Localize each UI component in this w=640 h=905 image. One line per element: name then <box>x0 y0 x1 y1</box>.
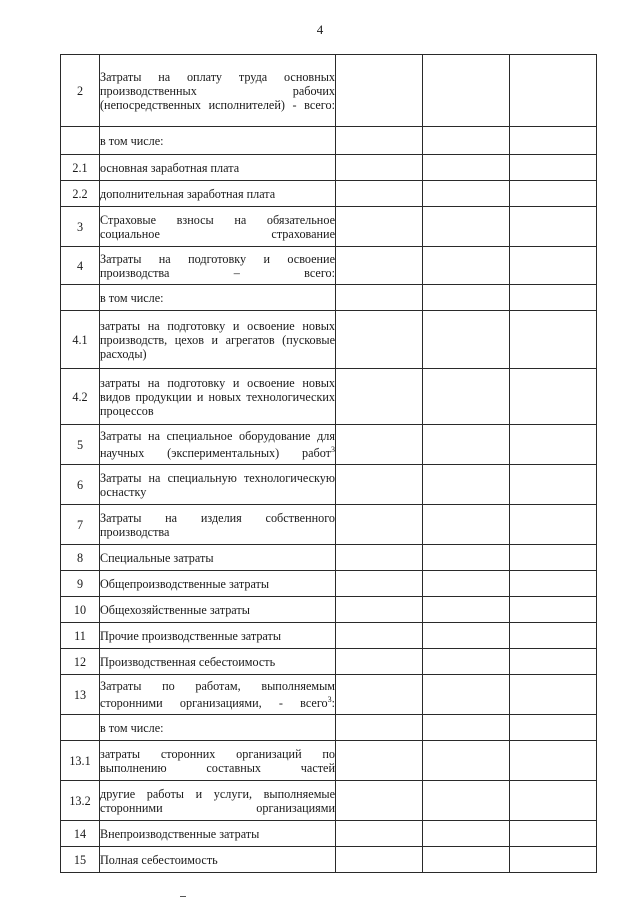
value-cell <box>510 505 597 545</box>
row-number: 2 <box>61 55 100 127</box>
row-number: 14 <box>61 821 100 847</box>
value-cell <box>510 821 597 847</box>
value-cell <box>423 155 510 181</box>
row-number: 4.2 <box>61 369 100 425</box>
row-description <box>100 181 336 207</box>
value-cell <box>510 247 597 285</box>
row-description-text: в том числе: <box>100 290 164 305</box>
row-description-text: Затраты на подготовку и освоение производства – всего: <box>100 251 335 280</box>
row-description-text: другие работы и услуги, выполняемые сторонними организациями <box>100 786 335 815</box>
row-description <box>100 247 336 285</box>
value-cell <box>336 285 423 311</box>
value-cell <box>423 285 510 311</box>
row-description <box>100 741 336 781</box>
row-description <box>100 311 336 369</box>
value-cell <box>510 369 597 425</box>
footnote-mark: 3 <box>331 444 335 454</box>
row-number: 8 <box>61 545 100 571</box>
row-description-text: Общехозяйственные затраты <box>100 602 250 617</box>
table-row <box>61 741 597 781</box>
value-cell <box>336 597 423 623</box>
table-row <box>61 465 597 505</box>
row-description <box>100 55 336 127</box>
value-cell <box>510 207 597 247</box>
row-description <box>100 781 336 821</box>
row-description <box>100 597 336 623</box>
row-description <box>100 649 336 675</box>
value-cell <box>336 649 423 675</box>
row-description-text: Полная себестоимость <box>100 852 218 867</box>
value-cell <box>336 715 423 741</box>
value-cell <box>423 741 510 781</box>
row-description <box>100 675 336 715</box>
value-cell <box>336 181 423 207</box>
value-cell <box>336 505 423 545</box>
value-cell <box>336 545 423 571</box>
row-description <box>100 127 336 155</box>
value-cell <box>423 821 510 847</box>
table-row <box>61 369 597 425</box>
row-description-text: Затраты на изделия собственного производства <box>100 510 335 539</box>
row-description <box>100 623 336 649</box>
row-description <box>100 285 336 311</box>
table-row <box>61 505 597 545</box>
footnote-mark: 3 <box>327 694 332 704</box>
row-description <box>100 571 336 597</box>
value-cell <box>336 675 423 715</box>
row-description-text: в том числе: <box>100 720 164 735</box>
value-cell <box>510 55 597 127</box>
value-cell <box>510 571 597 597</box>
row-description-text: Общепроизводственные затраты <box>100 576 270 591</box>
row-description-text: в том числе: <box>100 133 164 148</box>
value-cell <box>510 155 597 181</box>
row-number <box>61 715 100 741</box>
row-description <box>100 545 336 571</box>
value-cell <box>336 623 423 649</box>
value-cell <box>336 247 423 285</box>
row-description-text: Затраты на специальное оборудование для научных (экспериментальных) работ <box>100 428 335 461</box>
value-cell <box>423 207 510 247</box>
value-cell <box>510 285 597 311</box>
table-row <box>61 181 597 207</box>
value-cell <box>423 623 510 649</box>
row-number: 2.1 <box>61 155 100 181</box>
row-description-text: Прочие производственные затраты <box>100 628 282 643</box>
value-cell <box>336 465 423 505</box>
row-number: 13.2 <box>61 781 100 821</box>
value-cell <box>510 649 597 675</box>
value-cell <box>336 369 423 425</box>
table-row <box>61 649 597 675</box>
table-row <box>61 285 597 311</box>
value-cell <box>423 55 510 127</box>
value-cell <box>423 545 510 571</box>
cost-table-body <box>61 55 597 873</box>
value-cell <box>423 127 510 155</box>
row-description-text: Производственная себестоимость <box>100 654 276 669</box>
value-cell <box>510 847 597 873</box>
table-row <box>61 425 597 465</box>
row-number <box>61 127 100 155</box>
value-cell <box>336 571 423 597</box>
value-cell <box>423 311 510 369</box>
row-description-text: дополнительная заработная плата <box>100 186 276 201</box>
row-description-text: затраты на подготовку и освоение новых видов продукции и новых технологических процессов <box>100 375 335 418</box>
row-description-text: Затраты на специальную технологическую оснастку <box>100 470 335 499</box>
value-cell <box>336 55 423 127</box>
value-cell <box>423 247 510 285</box>
value-cell <box>336 311 423 369</box>
row-number: 2.2 <box>61 181 100 207</box>
row-number <box>61 285 100 311</box>
table-row <box>61 207 597 247</box>
table-row <box>61 623 597 649</box>
value-cell <box>336 155 423 181</box>
value-cell <box>336 425 423 465</box>
value-cell <box>423 571 510 597</box>
table-row <box>61 781 597 821</box>
table-row <box>61 155 597 181</box>
row-description <box>100 155 336 181</box>
row-description <box>100 847 336 873</box>
row-description-text: Затраты на оплату труда основных производственных рабочих (непосредственных исполнителей) - всего: <box>100 69 335 112</box>
row-description-text: основная заработная плата <box>100 160 240 175</box>
row-description-text: Страховые взносы на обязательное социальное страхование <box>100 212 335 241</box>
row-number: 15 <box>61 847 100 873</box>
value-cell <box>510 675 597 715</box>
value-cell <box>336 741 423 781</box>
value-cell <box>423 847 510 873</box>
row-description-text: Затраты по работам, выполняемым сторонними организациями, - всего <box>100 678 335 711</box>
value-cell <box>336 781 423 821</box>
value-cell <box>510 715 597 741</box>
row-number: 13 <box>61 675 100 715</box>
cost-table <box>60 54 597 873</box>
value-cell <box>336 821 423 847</box>
row-number: 5 <box>61 425 100 465</box>
row-number: 10 <box>61 597 100 623</box>
table-row <box>61 571 597 597</box>
row-description-text: Специальные затраты <box>100 550 214 565</box>
value-cell <box>510 741 597 781</box>
row-description <box>100 505 336 545</box>
value-cell <box>510 311 597 369</box>
table-row <box>61 821 597 847</box>
value-cell <box>423 649 510 675</box>
row-number: 12 <box>61 649 100 675</box>
row-number: 11 <box>61 623 100 649</box>
value-cell <box>510 181 597 207</box>
value-cell <box>510 781 597 821</box>
value-cell <box>423 781 510 821</box>
value-cell <box>423 675 510 715</box>
value-cell <box>510 545 597 571</box>
table-row <box>61 847 597 873</box>
page-number: 4 <box>316 22 324 37</box>
value-cell <box>423 505 510 545</box>
table-row <box>61 715 597 741</box>
value-cell <box>510 425 597 465</box>
value-cell <box>510 465 597 505</box>
value-cell <box>423 425 510 465</box>
table-row <box>61 247 597 285</box>
table-row <box>61 545 597 571</box>
row-number: 3 <box>61 207 100 247</box>
row-description <box>100 821 336 847</box>
row-description <box>100 369 336 425</box>
table-row <box>61 597 597 623</box>
value-cell <box>423 715 510 741</box>
row-number: 7 <box>61 505 100 545</box>
value-cell <box>510 623 597 649</box>
table-row <box>61 55 597 127</box>
value-cell <box>336 207 423 247</box>
row-description-text: затраты на подготовку и освоение новых производств, цехов и агрегатов (пусковые расходы) <box>100 318 335 361</box>
table-row <box>61 675 597 715</box>
row-number: 13.1 <box>61 741 100 781</box>
row-description <box>100 715 336 741</box>
value-cell <box>423 465 510 505</box>
row-description <box>100 425 336 465</box>
value-cell <box>423 181 510 207</box>
table-row <box>61 127 597 155</box>
row-description <box>100 465 336 505</box>
row-description-suffix: : <box>331 696 335 711</box>
value-cell <box>510 127 597 155</box>
value-cell <box>423 369 510 425</box>
value-cell <box>510 597 597 623</box>
row-description <box>100 207 336 247</box>
row-number: 4 <box>61 247 100 285</box>
row-number: 9 <box>61 571 100 597</box>
row-description-text: Внепроизводственные затраты <box>100 826 260 841</box>
scan-mark <box>180 896 186 897</box>
row-number: 4.1 <box>61 311 100 369</box>
value-cell <box>423 597 510 623</box>
value-cell <box>336 847 423 873</box>
row-number: 6 <box>61 465 100 505</box>
value-cell <box>336 127 423 155</box>
row-description-text: затраты сторонних организаций по выполнению составных частей <box>100 746 335 775</box>
table-row <box>61 311 597 369</box>
